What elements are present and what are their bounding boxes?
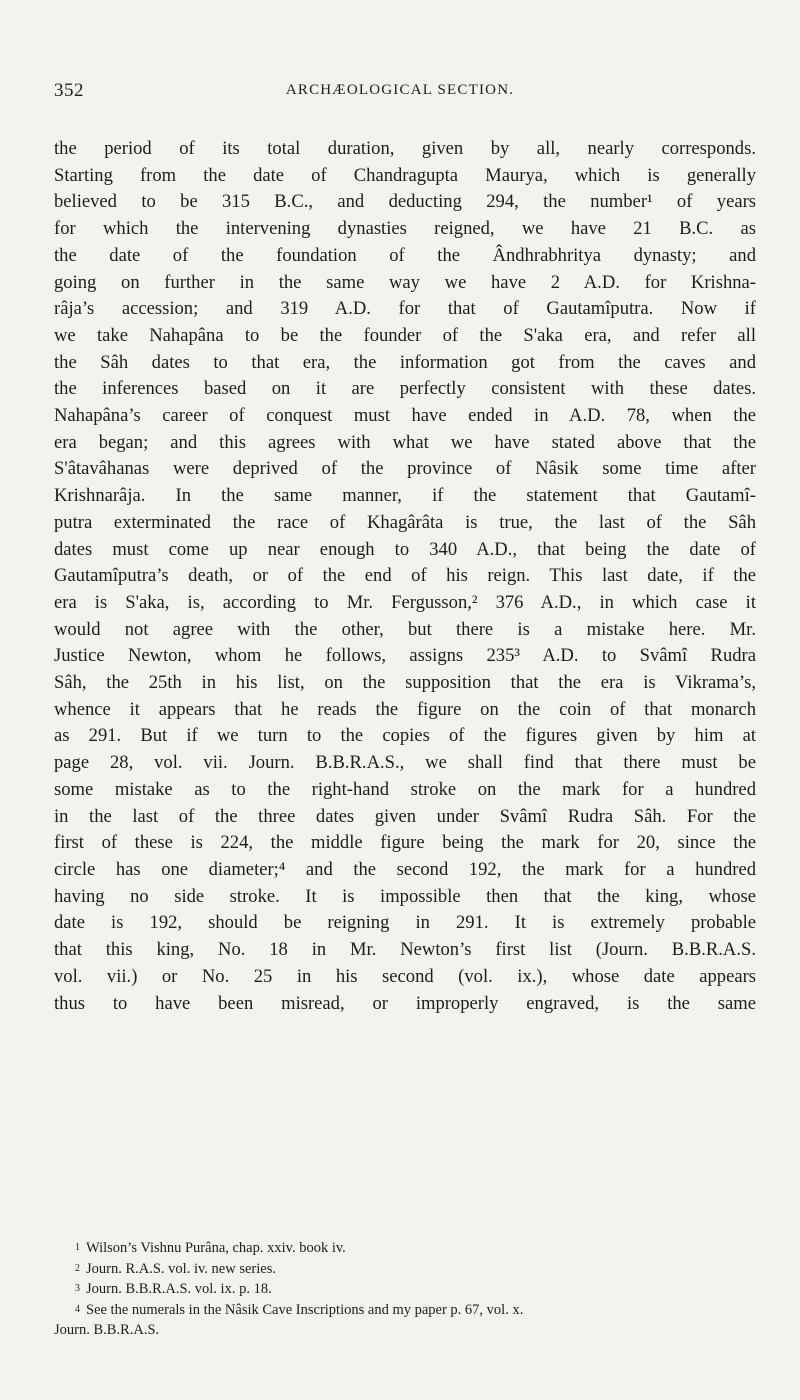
body-line: Nahapâna’s career of conquest must have ended in A.D. 78, when the xyxy=(54,405,756,427)
body-line: page 28, vol. vii. Journ. B.B.R.A.S., we shall find that there must be xyxy=(54,752,756,774)
footnote xyxy=(54,1279,756,1300)
footnote-number: 1 xyxy=(75,1242,80,1253)
body-line: for which the intervening dynasties reigned, we have 21 B.C. as xyxy=(54,218,756,240)
body-line: râja’s accession; and 319 A.D. for that of Gautamîputra. Now if xyxy=(54,298,756,320)
body-line: the inferences based on it are perfectly consistent with these dates. xyxy=(54,378,756,400)
body-line: putra exterminated the race of Khagârâta is true, the last of the Sâh xyxy=(54,511,756,533)
footnote-text: Journ. B.B.R.A.S. vol. ix. p. 18. xyxy=(86,1281,272,1298)
footnote xyxy=(54,1300,756,1321)
body-line: Gautamîputra’s death, or of the end of his reign. This last date, if the xyxy=(54,565,756,587)
footnote-text: Journ. R.A.S. vol. iv. new series. xyxy=(86,1260,276,1277)
body-line: the period of its total duration, given by all, nearly corresponds. xyxy=(54,138,756,159)
body-line: dates must come up near enough to 340 A.D., that being the date of xyxy=(54,538,756,560)
body-line: whence it appears that he reads the figure on the coin of that monarch xyxy=(54,698,756,720)
body-line: Justice Newton, whom he follows, assigns 235³ A.D. to Svâmî Rudra xyxy=(54,645,756,667)
body-line: Starting from the date of Chandragupta Maurya, which is generally xyxy=(54,164,756,186)
body-line: era is S'aka, is, according to Mr. Fergusson,² 376 A.D., in which case it xyxy=(54,591,756,613)
body-line: the Sâh dates to that era, the information got from the caves and xyxy=(54,351,756,373)
body-line: era began; and this agrees with what we have stated above that the xyxy=(54,431,756,453)
body-line: Krishnarâja. In the same manner, if the statement that Gautamî- xyxy=(54,485,756,507)
body-line: first of these is 224, the middle figure being the mark for 20, since the xyxy=(54,832,756,854)
body-line: would not agree with the other, but there is a mistake here. Mr. xyxy=(54,618,756,640)
footnote-number: 2 xyxy=(75,1262,80,1274)
body-line: vol. vii.) or No. 25 in his second (vol. ix.), whose date appears xyxy=(54,965,756,987)
body-line: Sâh, the 25th in his list, on the supposition that the era is Vikrama’s, xyxy=(54,672,756,694)
body-line: going on further in the same way we have 2 A.D. for Krishna- xyxy=(54,271,756,293)
body-line: some mistake as to the right-hand stroke on the mark for a hundred xyxy=(54,778,756,800)
body-line: as 291. But if we turn to the copies of the figures given by him at xyxy=(54,725,756,747)
footnote-continuation: Journ. B.B.R.A.S. xyxy=(54,1322,160,1339)
body-line: S'âtavâhanas were deprived of the province of Nâsik some time after xyxy=(54,458,756,480)
body-line: thus to have been misread, or improperly engraved, is the same xyxy=(54,992,756,1014)
body-line: circle has one diameter;⁴ and the second 192, the mark for a hundred xyxy=(54,858,756,880)
footnotes xyxy=(54,1238,756,1341)
footnote-number: 4 xyxy=(75,1303,80,1315)
footnote-text: Wilson’s Vishnu Purâna, chap. xxiv. book iv. xyxy=(86,1240,346,1256)
page-number: 352 xyxy=(54,80,84,101)
body-line: having no side stroke. It is impossible then that the king, whose xyxy=(54,885,756,907)
footnote xyxy=(54,1238,756,1259)
running-head: ARCHÆOLOGICAL SECTION. xyxy=(285,82,515,98)
body-line: date is 192, should be reigning in 291. It is extremely probable xyxy=(54,912,756,934)
body-line: in the last of the three dates given under Svâmî Rudra Sâh. For the xyxy=(54,805,756,827)
footnote xyxy=(54,1259,756,1280)
body-line: believed to be 315 B.C., and deducting 294, the number¹ of years xyxy=(54,191,756,213)
body-line: we take Nahapâna to be the founder of the S'aka era, and refer all xyxy=(54,324,756,346)
body-line: that this king, No. 18 in Mr. Newton’s first list (Journ. B.B.R.A.S. xyxy=(54,939,756,961)
footnote-number: 3 xyxy=(75,1283,80,1295)
page-header xyxy=(0,80,800,110)
body-line: the date of the foundation of the Ândhrabhritya dynasty; and xyxy=(54,244,756,266)
footnote-text: See the numerals in the Nâsik Cave Inscriptions and my paper p. 67, vol. x. xyxy=(86,1301,524,1318)
body-text xyxy=(54,136,756,1017)
